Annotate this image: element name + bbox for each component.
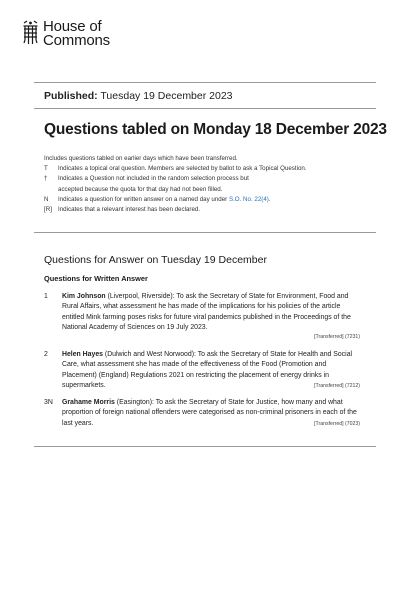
logo-line-2: Commons	[43, 32, 110, 49]
legend-item	[44, 185, 374, 195]
question-reference: [Transferred] (7212)	[314, 383, 360, 390]
house-of-commons-logo	[22, 20, 110, 48]
constituency: (Liverpool, Riverside):	[105, 293, 175, 300]
member-name: Helen Hayes	[62, 351, 103, 358]
legend-item	[44, 195, 374, 205]
legend-text-end: .	[268, 195, 271, 203]
question-reference: [Transferred] (7231)	[314, 334, 360, 341]
logo-line-1: House of	[43, 18, 102, 35]
section-heading: Questions for Answer on Tuesday 19 December	[44, 254, 267, 266]
legend	[44, 154, 374, 215]
question-number: 1	[44, 293, 48, 300]
portcullis-icon	[22, 20, 39, 46]
divider	[34, 108, 376, 109]
question-text: To ask the Secretary of State for Justice, how many and what proportion of foreign national offenders were categorised as non-criminal prisoners in each of the last years.	[62, 399, 357, 427]
legend-item	[44, 174, 374, 184]
published-value: Tuesday 19 December 2023	[100, 90, 233, 102]
section-subheading: Questions for Written Answer	[44, 274, 148, 283]
member-name: Grahame Morris	[62, 399, 115, 406]
question-reference: [Transferred] (7023)	[314, 420, 360, 427]
question-text: To ask the Secretary of State for Health and Social Care, what assessment she has made of the effectiveness of the Food (Promotion and Placement) (England) Regulations 2021 on restricting the placement of energy drinks in supermarkets.	[62, 351, 353, 389]
legend-text-part: Indicates a question for written answer on a named day under	[58, 195, 229, 203]
legend-symbol: N	[44, 195, 49, 203]
legend-text	[58, 195, 271, 205]
legend-symbol	[44, 185, 58, 195]
constituency: (Easington):	[114, 399, 154, 406]
legend-item	[44, 164, 374, 174]
published-label: Published:	[44, 90, 98, 102]
member-name: Kim Johnson	[62, 293, 106, 300]
legend-text: Indicates a Question not included in the random selection process but	[58, 175, 249, 183]
legend-symbol: †	[44, 175, 48, 183]
standing-order-link[interactable]: S.O. No. 22(4)	[228, 195, 269, 203]
legend-symbol: T	[44, 165, 48, 173]
question-item	[44, 350, 360, 391]
divider	[34, 446, 376, 447]
divider	[34, 82, 376, 83]
question-number: 3N	[44, 399, 53, 406]
constituency: (Dulwich and West Norwood):	[102, 351, 196, 358]
divider	[34, 232, 376, 233]
legend-item	[44, 205, 374, 215]
question-item	[44, 292, 360, 342]
legend-text: Indicates a topical oral question. Members are selected by ballot to ask a Topical Question.	[58, 165, 307, 173]
page-title: Questions tabled on Monday 18 December 2023	[44, 121, 387, 138]
question-text: To ask the Secretary of State for Environment, Food and Rural Affairs, what assessment he has made of the implications for his policies of the article entitled Mink farming poses risks for future viral pandemics published in the Proceedings of the National Academy of Sciences on 19 July 2023.	[62, 293, 351, 331]
legend-symbol: [R]	[44, 206, 52, 214]
legend-text: Indicates that a relevant interest has been declared.	[58, 206, 201, 214]
published-date	[44, 90, 233, 102]
legend-intro: Includes questions tabled on earlier days which have been transferred.	[44, 155, 238, 162]
question-item	[44, 398, 360, 429]
question-number: 2	[44, 351, 48, 358]
legend-text: accepted because the quota for that day had not been filled.	[58, 185, 223, 193]
